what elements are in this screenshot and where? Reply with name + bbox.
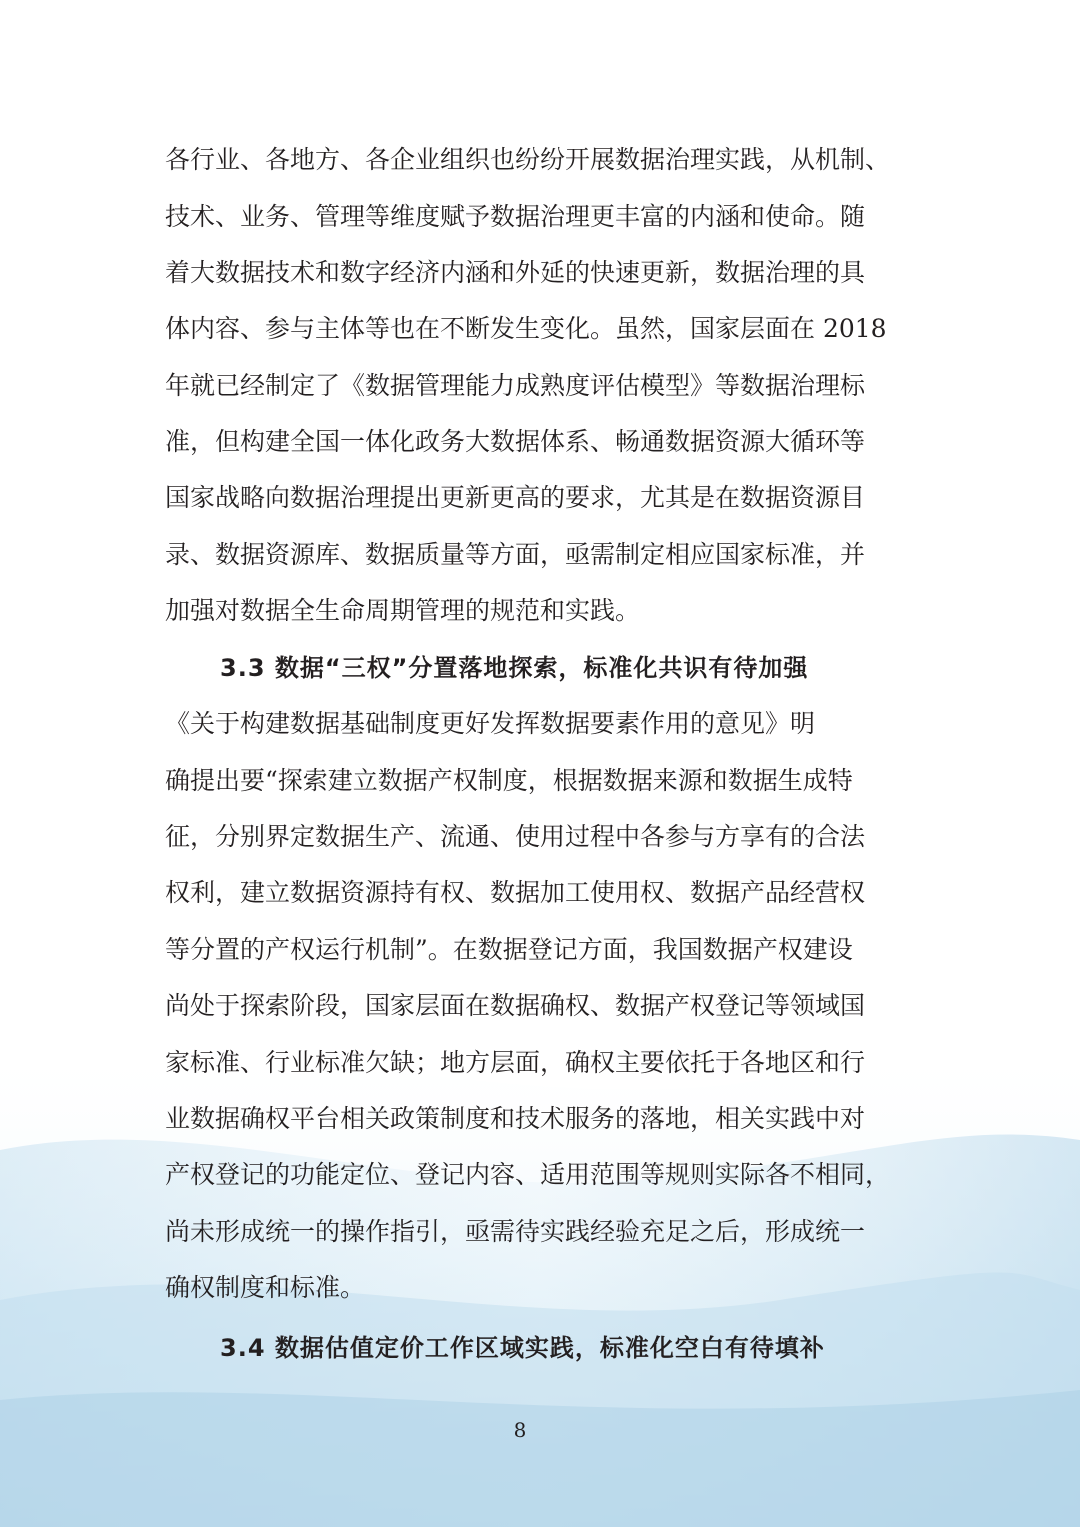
paragraph-line: 尚处于探索阶段，国家层面在数据确权、数据产权登记等领域国 (165, 991, 866, 1020)
paragraph-line: 征，分别界定数据生产、流通、使用过程中各参与方享有的合法 (165, 822, 866, 851)
paragraph-line: 确权制度和标准。 (165, 1273, 366, 1302)
paragraph-line: 着大数据技术和数字经济内涵和外延的快速更新，数据治理的具 (165, 258, 866, 287)
page-number: 8 (513, 1418, 527, 1442)
paragraph-line: 《关于构建数据基础制度更好发挥数据要素作用的意见》明 (165, 709, 816, 738)
paragraph-line: 确提出要“探索建立数据产权制度，根据数据来源和数据生成特 (165, 766, 853, 795)
paragraph-line: 尚未形成统一的操作指引，亟需待实践经验充足之后，形成统一 (165, 1217, 866, 1246)
paragraph-line: 国家战略向数据治理提出更新更高的要求，尤其是在数据资源目 (165, 483, 866, 512)
wave-layer-4 (0, 1390, 1080, 1527)
paragraph-line: 权利，建立数据资源持有权、数据加工使用权、数据产品经营权 (165, 878, 866, 907)
paragraph-line: 业数据确权平台相关政策制度和技术服务的落地，相关实践中对 (165, 1104, 866, 1133)
paragraph-line: 各行业、各地方、各企业组织也纷纷开展数据治理实践，从机制、 (165, 145, 891, 174)
paragraph-line: 录、数据资源库、数据质量等方面，亟需制定相应国家标准，并 (165, 540, 866, 569)
paragraph-line: 家标准、行业标准欠缺；地方层面，确权主要依托于各地区和行 (165, 1048, 866, 1077)
paragraph-line: 等分置的产权运行机制”。在数据登记方面，我国数据产权建设 (165, 935, 853, 964)
paragraph-line: 体内容、参与主体等也在不断发生变化。虽然，国家层面在 2018 (165, 314, 887, 343)
section-heading-3-4: 3.4 数据估值定价工作区域实践，标准化空白有待填补 (220, 1334, 825, 1362)
paragraph-line: 年就已经制定了《数据管理能力成熟度评估模型》等数据治理标 (165, 371, 866, 400)
paragraph-line: 准，但构建全国一体化政务大数据体系、畅通数据资源大循环等 (165, 427, 866, 456)
section-heading-3-3: 3.3 数据“三权”分置落地探索，标准化共识有待加强 (220, 654, 809, 682)
paragraph-line: 技术、业务、管理等维度赋予数据治理更丰富的内涵和使命。随 (165, 202, 866, 231)
paragraph-line: 加强对数据全生命周期管理的规范和实践。 (165, 596, 641, 625)
paragraph-line: 产权登记的功能定位、登记内容、适用范围等规则实际各不相同， (165, 1160, 891, 1189)
